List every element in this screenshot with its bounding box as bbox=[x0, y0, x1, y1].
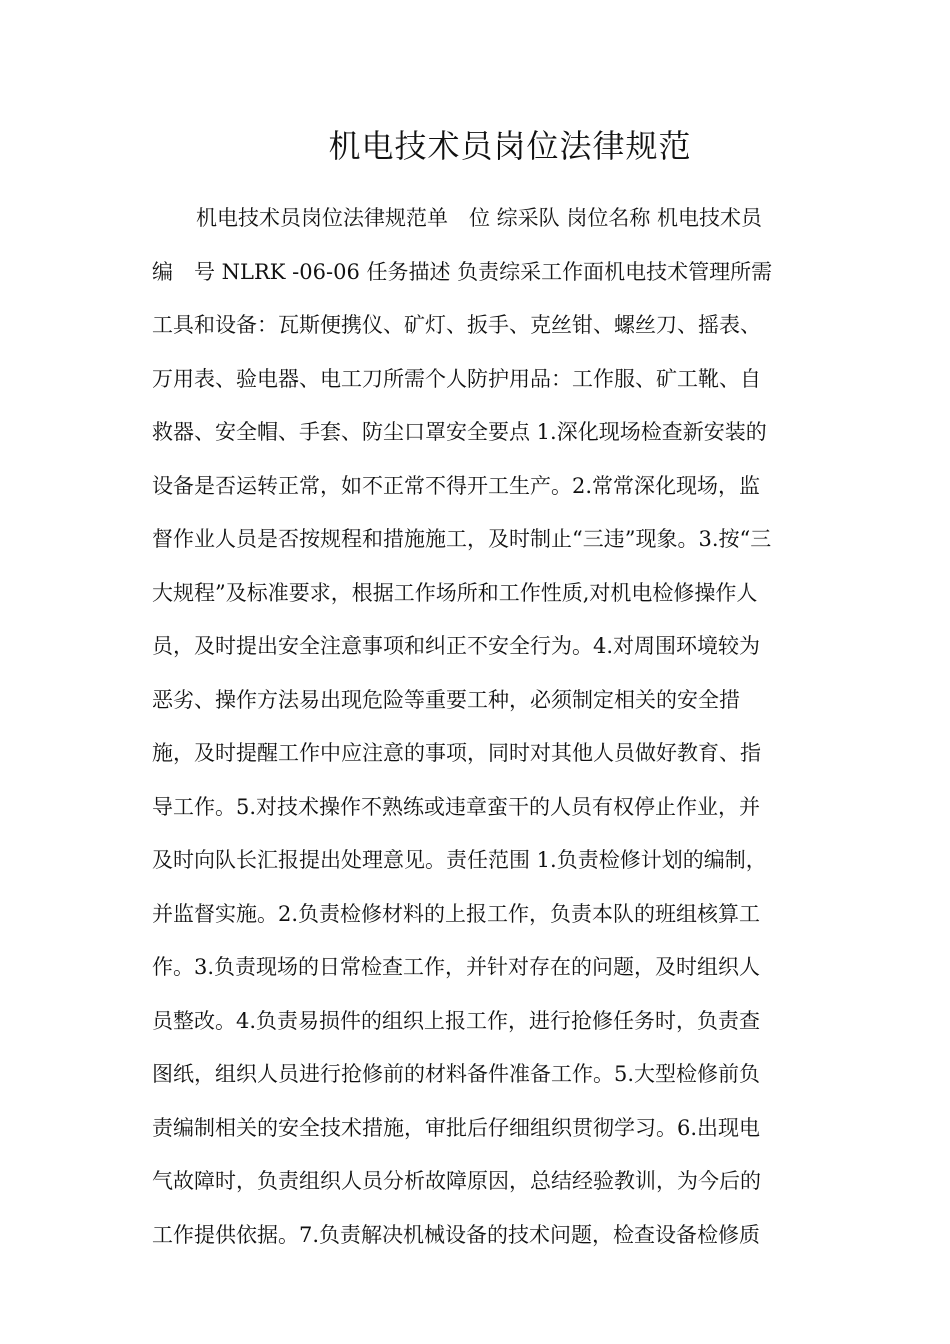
body-line: 编 号 NLRK -06-06 任务描述 负责综采工作面机电技术管理所需 bbox=[152, 259, 773, 284]
body-line: 机电技术员岗位法律规范单 位 综采队 岗位名称 机电技术员 bbox=[196, 206, 763, 230]
body-line: 工具和设备：瓦斯便携仪、矿灯、扳手、克丝钳、螺丝刀、摇表、 bbox=[152, 313, 761, 337]
body-line: 员整改。4.负责易损件的组织上报工作，进行抢修任务时，负责查 bbox=[152, 1008, 761, 1033]
body-line: 气故障时，负责组织人员分析故障原因，总结经验教训，为今后的 bbox=[152, 1169, 761, 1193]
body-line: 图纸，组织人员进行抢修前的材料备件准备工作。5.大型检修前负 bbox=[152, 1062, 761, 1086]
document-body bbox=[152, 192, 812, 1262]
body-line: 大规程”及标准要求，根据工作场所和工作性质,对机电检修操作人 bbox=[152, 580, 758, 605]
body-line: 施，及时提醒工作中应注意的事项，同时对其他人员做好教育、指 bbox=[152, 741, 761, 765]
body-line: 恶劣、操作方法易出现危险等重要工种，必须制定相关的安全措 bbox=[152, 687, 740, 712]
body-line: 导工作。5.对技术操作不熟练或违章蛮干的人员有权停止作业，并 bbox=[152, 794, 761, 819]
body-line: 救器、安全帽、手套、防尘口罩安全要点 1.深化现场检查新安装的 bbox=[152, 420, 767, 444]
body-line: 员，及时提出安全注意事项和纠正不安全行为。4.对周围环境较为 bbox=[152, 634, 761, 658]
body-line: 万用表、验电器、电工刀所需个人防护用品：工作服、矿工靴、自 bbox=[152, 366, 761, 391]
document-title: 机电技术员岗位法律规范 bbox=[328, 127, 692, 165]
body-line: 作。3.负责现场的日常检查工作，并针对存在的问题，及时组织人 bbox=[152, 955, 761, 979]
body-line: 并监督实施。2.负责检修材料的上报工作，负责本队的班组核算工 bbox=[152, 901, 761, 926]
body-line: 工作提供依据。7.负责解决机械设备的技术问题，检查设备检修质 bbox=[152, 1222, 761, 1247]
body-line: 设备是否运转正常，如不正常不得开工生产。2.常常深化现场，监 bbox=[152, 473, 761, 498]
body-line: 及时向队长汇报提出处理意见。责任范围 1.负责检修计划的编制， bbox=[152, 848, 767, 872]
body-line: 责编制相关的安全技术措施，审批后仔细组织贯彻学习。6.出现电 bbox=[152, 1115, 761, 1140]
body-line: 督作业人员是否按规程和措施施工，及时制止“三违”现象。3.按“三 bbox=[152, 527, 772, 551]
